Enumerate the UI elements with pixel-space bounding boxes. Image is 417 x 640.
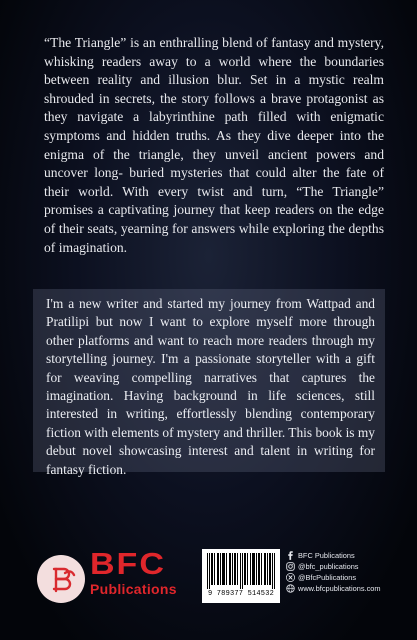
publisher-contacts bbox=[286, 550, 414, 594]
isbn-number: 9 789377 514532 bbox=[207, 590, 274, 598]
facebook-icon bbox=[286, 551, 295, 560]
contact-x[interactable] bbox=[286, 572, 414, 583]
contact-instagram[interactable] bbox=[286, 561, 414, 572]
contact-x-text: @BfcPublications bbox=[298, 573, 357, 582]
author-bio-box bbox=[33, 289, 385, 477]
contact-website-text: www.bfcpublications.com bbox=[298, 584, 381, 593]
publisher-logo bbox=[90, 549, 185, 597]
contact-website[interactable] bbox=[286, 583, 414, 594]
cover-footer bbox=[0, 535, 417, 640]
publisher-logo-mark: BFC bbox=[90, 547, 166, 582]
instagram-icon bbox=[286, 562, 295, 571]
isbn-barcode bbox=[202, 549, 280, 603]
book-blurb: “The Triangle” is an enthralling blend of fantasy and mystery, whisking readers away to a world where the boundaries between reality and illusion blur. Set in a mystic realm shrouded in secrets, the story follows a brave protagonist as they navigate a labyrinthine path filled with enigmatic symptoms and hidden truths. As they dive deeper into the enigma of the triangle, they unveil ancient powers and uncover long- buried mysteries that could alter the fate of their world. With every twist and turn, “The Triangle” promises a captivating journey that keep readers on the edge of their seats, yearning for answers while exploring the depths of imagination. bbox=[44, 35, 384, 255]
barcode-icon bbox=[206, 553, 276, 589]
x-icon bbox=[286, 573, 295, 582]
author-bio-text: I'm a new writer and started my journey from Wattpad and Pratilipi but now I want to explore myself more through other platforms and want to reach more readers through my storytelling journey. I'm a passionate storyteller with a gift for weaving compelling narratives that captures the imagination. Having background in life sciences, still interested in writing, effortlessly blending contemporary fiction with elements of mystery and thriller. This book is my debut novel showcasing interest and talent in writing for fantasy fiction. bbox=[46, 296, 375, 477]
contact-instagram-text: @bfc_publications bbox=[298, 562, 359, 571]
contact-facebook-text: BFC Publications bbox=[298, 551, 355, 560]
publisher-logo-word: Publications bbox=[90, 581, 177, 597]
publisher-emblem-icon bbox=[37, 555, 85, 603]
contact-facebook[interactable] bbox=[286, 550, 414, 561]
globe-icon bbox=[286, 584, 295, 593]
